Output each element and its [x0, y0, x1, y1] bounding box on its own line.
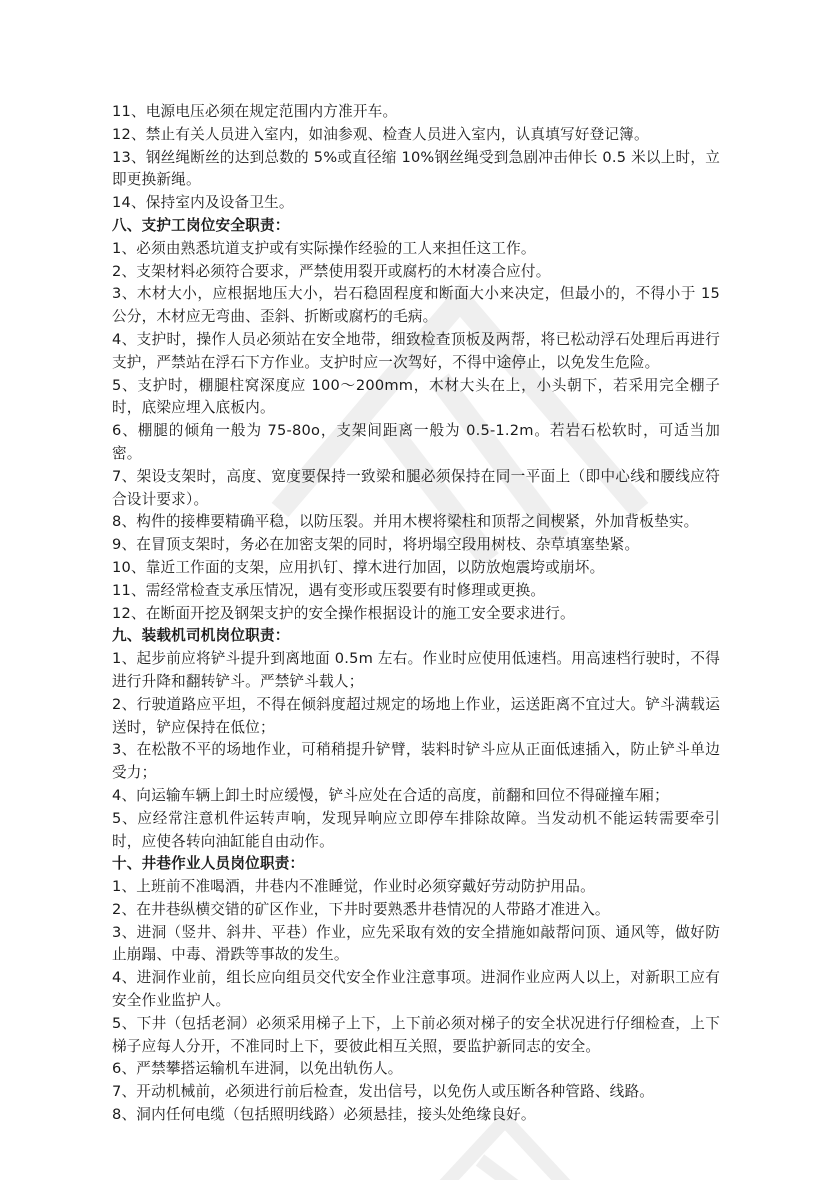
list-item: 4、进洞作业前，组长应向组员交代安全作业注意事项。进洞作业应两人以上，对新职工应有安全作业监护人。 [112, 969, 720, 1010]
list-item: 8、洞内任何电缆（包括照明线路）必须悬挂，接头处绝缘良好。 [112, 1106, 536, 1124]
list-item: 1、必须由熟悉坑道支护或有实际操作经验的工人来担任这工作。 [112, 239, 536, 257]
list-item: 13、钢丝绳断丝的达到总数的 5%或直径缩 10%钢丝绳受到急剧冲击伸长 0.5 米以上时，立即更换新绳。 [112, 148, 720, 189]
section-heading: 八、支护工岗位安全职责： [112, 216, 290, 234]
list-item: 12、禁止有关人员进入室内，如油参观、检查人员进入室内，认真填写好登记簿。 [112, 125, 649, 143]
section-heading: 十、井巷作业人员岗位职责： [112, 855, 305, 873]
list-item: 12、在断面开挖及钢架支护的安全操作根据设计的施工安全要求进行。 [112, 604, 575, 622]
list-item: 3、木材大小，应根据地压大小，岩石稳固程度和断面大小来决定，但最小的，不得小于 15 公分，木材应无弯曲、歪斜、折断或腐朽的毛病。 [112, 285, 720, 326]
list-item: 2、在井巷纵横交错的矿区作业，下井时要熟悉井巷情况的人带路才准进入。 [112, 900, 610, 918]
list-item: 2、行驶道路应平坦，不得在倾斜度超过规定的场地上作业，运送距离不宜过大。铲斗满载运送时，铲应保持在低位； [112, 695, 720, 736]
list-item: 4、向运输车辆上卸土时应缓慢，铲斗应处在合适的高度，前翻和回位不得碰撞车厢； [112, 786, 669, 804]
list-item: 9、在冒顶支架时，务必在加密支架的同时，将坍塌空段用树枝、杂草填塞垫紧。 [112, 536, 640, 554]
list-item: 5、支护时，棚腿柱窝深度应 100～200mm，木材大头在上，小头朝下，若采用完全棚子时，底梁应埋入底板内。 [112, 376, 720, 417]
list-item: 11、电源电压必须在规定范围内方准开车。 [112, 103, 398, 120]
list-item: 10、靠近工作面的支架，应用扒钉、撑木进行加固，以防放炮震垮或崩坏。 [112, 558, 605, 576]
list-item: 7、开动机械前，必须进行前后检查，发出信号，以免伤人或压断各种管路、线路。 [112, 1083, 655, 1101]
list-item: 5、下井（包括老洞）必须采用梯子上下，上下前必须对梯子的安全状况进行仔细检查，上下梯子应每人分开，不准同时上下，要彼此相互关照，要监护新同志的安全。 [112, 1014, 720, 1055]
list-item: 2、支架材料必须符合要求，严禁使用裂开或腐朽的木材凑合应付。 [112, 262, 551, 280]
list-item: 11、需经常检查支承压情况，遇有变形或压裂要有时修理或更换。 [112, 581, 546, 599]
list-item: 7、架设支架时，高度、宽度要保持一致梁和腿必须保持在同一平面上（即中心线和腰线应符合设计要求）。 [112, 467, 720, 508]
list-item: 6、棚腿的倾角一般为 75-80o，支架间距离一般为 0.5-1.2m。若岩石松软时，可适当加密。 [112, 422, 720, 462]
list-item: 14、保持室内及设备卫生。 [112, 194, 294, 212]
list-item: 1、起步前应将铲斗提升到离地面 0.5m 左右。作业时应使用低速档。用高速档行驶时，不得进行升降和翻转铲斗。严禁铲斗载人； [112, 650, 720, 690]
list-item: 4、支护时，操作人员必须站在安全地带，细致检查顶板及两帮，将已松动浮石处理后再进行支护，严禁站在浮石下方作业。支护时应一次驾好，不得中途停止，以免发生危险。 [112, 330, 720, 371]
list-item: 3、进洞（竖井、斜井、平巷）作业，应先采取有效的安全措施如敲帮问顶、通风等，做好防止崩蹋、中毒、滑跌等事故的发生。 [112, 923, 720, 964]
list-item: 5、应经常注意机件运转声响，发现异响应立即停车排除故障。当发动机不能运转需要牵引时，应使各转向油缸能自由动作。 [112, 809, 720, 850]
list-item: 1、上班前不准喝酒，井巷内不准睡觉，作业时必须穿戴好劳动防护用品。 [112, 878, 595, 896]
document-page [112, 101, 720, 1127]
list-item: 3、在松散不平的场地作业，可稍稍提升铲臂，装料时铲斗应从正面低速插入，防止铲斗单边受力； [112, 741, 720, 782]
section-heading: 九、装载机司机岗位职责： [112, 627, 290, 645]
list-item: 8、构件的接榫要精确平稳，以防压裂。并用木楔将梁柱和顶帮之间楔紧，外加背板垫实。 [112, 513, 699, 531]
list-item: 6、严禁攀搭运输机车进洞，以免出轨伤人。 [112, 1060, 403, 1078]
